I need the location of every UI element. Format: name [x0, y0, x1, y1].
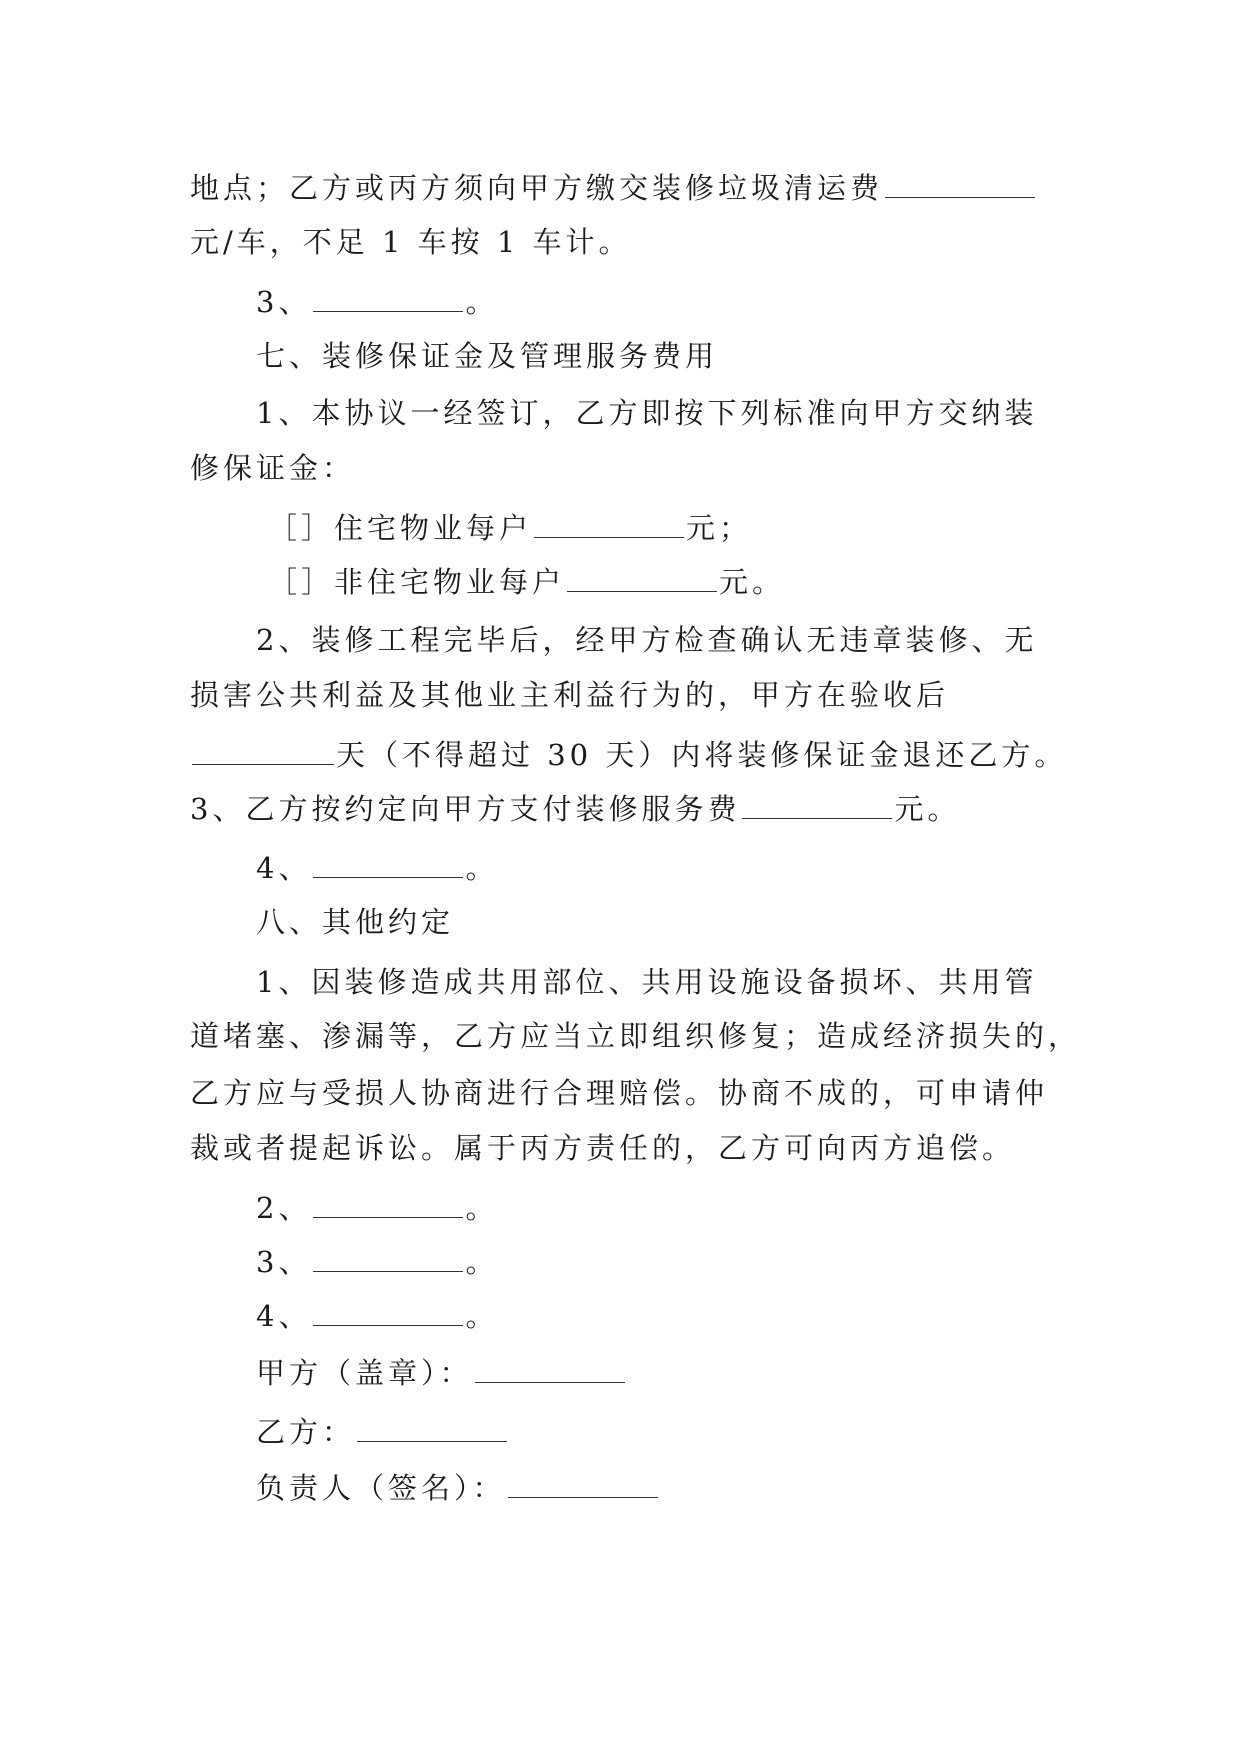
text-line: 2、装修工程完毕后，经甲方检查确认无违章装修、无	[256, 623, 1038, 657]
list-item: 2、 。	[256, 1191, 499, 1225]
fill-blank	[742, 792, 892, 819]
text-line: 1、本协议一经签订，乙方即按下列标准向甲方交纳装	[256, 396, 1038, 430]
fill-blank	[313, 1245, 463, 1272]
section-heading: 八、其他约定	[256, 905, 455, 939]
section-heading: 七、装修保证金及管理服务费用	[256, 339, 719, 373]
list-item: 4、 。	[256, 851, 499, 885]
fill-blank	[885, 171, 1035, 198]
list-item: 4、 。	[256, 1299, 499, 1333]
fill-blank	[313, 851, 463, 878]
text-line: 3、乙方按约定向甲方支付装修服务费 元。	[190, 792, 961, 826]
fill-blank	[567, 565, 717, 592]
fill-blank	[534, 511, 684, 538]
text-line: 道堵塞、渗漏等，乙方应当立即组织修复；造成经济损失的，	[190, 1019, 1082, 1053]
text-line: 元/车，不足 1 车按 1 车计。	[190, 225, 632, 259]
text-line: 修保证金：	[190, 451, 356, 485]
fill-blank	[313, 1191, 463, 1218]
fill-blank	[313, 1299, 463, 1326]
checkbox-option: ［］非住宅物业每户 元。	[268, 565, 786, 599]
text-line: 损害公共利益及其他业主利益行为的，甲方在验收后	[190, 678, 950, 712]
fill-blank	[313, 285, 463, 312]
checkbox-option: ［］住宅物业每户 元；	[268, 511, 753, 545]
text-line: 乙方应与受损人协商进行合理赔偿。协商不成的，可申请仲	[190, 1076, 1049, 1110]
fill-blank	[475, 1356, 625, 1383]
list-item: 3、 。	[256, 1245, 499, 1279]
text-line: 裁或者提起诉讼。属于丙方责任的，乙方可向丙方追偿。	[190, 1131, 1016, 1165]
fill-blank	[508, 1471, 658, 1498]
fill-blank	[357, 1415, 507, 1442]
signature-line: 甲方（盖章）：	[256, 1353, 627, 1393]
text-line: 地点；乙方或丙方须向甲方缴交装修垃圾清运费	[190, 168, 1037, 208]
text-line: 1、因装修造成共用部位、共用设施设备损坏、共用管	[256, 965, 1038, 999]
text-line: 天（不得超过 30 天）内将装修保证金退还乙方。	[190, 735, 1067, 775]
list-item: 3、 。	[256, 285, 499, 319]
signature-line: 负责人（签名）：	[256, 1468, 660, 1508]
signature-line: 乙方：	[256, 1412, 509, 1452]
fill-blank	[192, 738, 334, 765]
